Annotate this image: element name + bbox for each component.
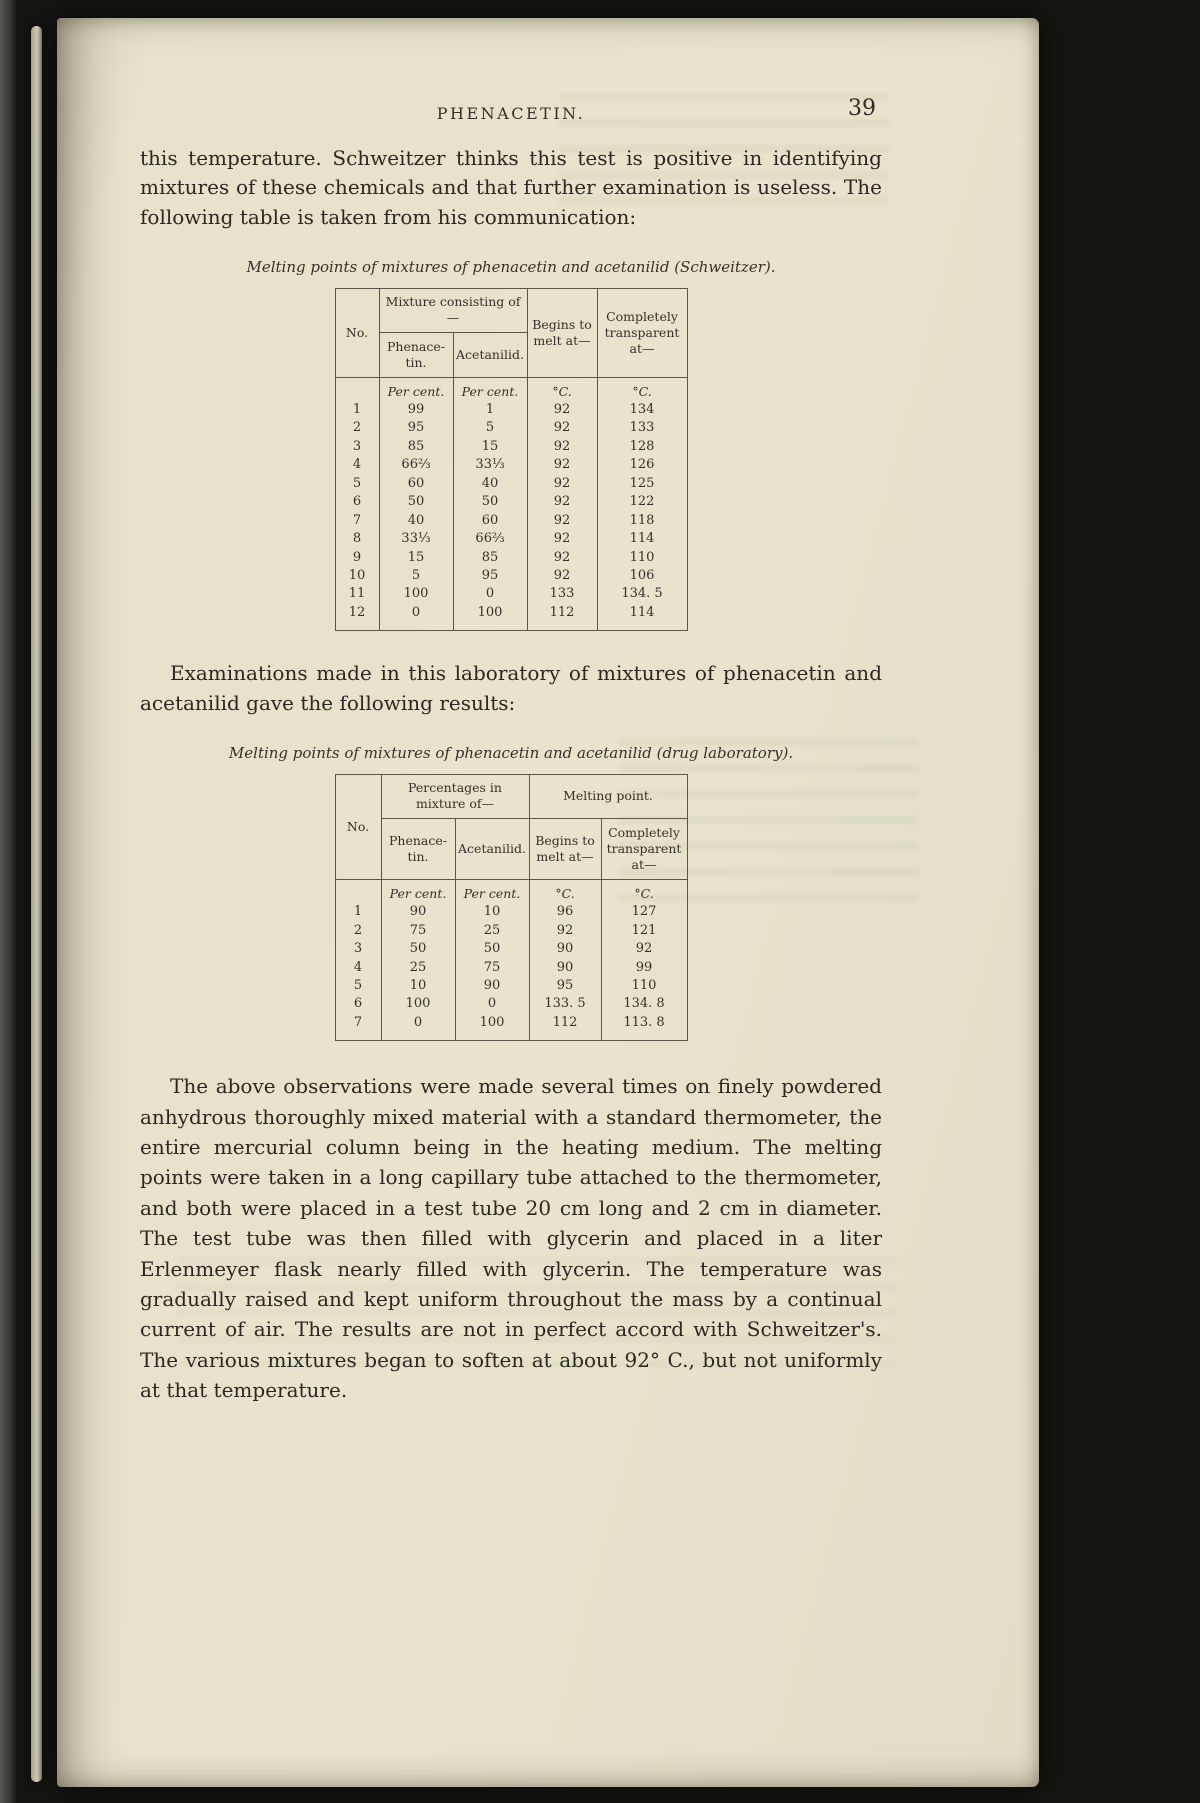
table-cell: 50 — [379, 493, 453, 511]
table-row — [335, 922, 687, 940]
table-cell: 99 — [379, 401, 453, 419]
table-cell: 75 — [381, 922, 455, 940]
table-cell: Per cent. — [379, 378, 453, 401]
table-cell: 92 — [527, 512, 597, 530]
table-cell: 92 — [527, 493, 597, 511]
table-cell: 110 — [601, 977, 687, 995]
table-cell: °C. — [597, 378, 687, 401]
table-cell: 1 — [453, 401, 527, 419]
page-number: 39 — [848, 96, 876, 121]
table-cell: 118 — [597, 512, 687, 530]
table-row — [335, 903, 687, 921]
column-header-no: No. — [335, 775, 381, 880]
table-cell: 9 — [335, 549, 379, 567]
book-cover-edge — [0, 0, 16, 1803]
table-cell: 50 — [453, 493, 527, 511]
table-cell: 66⅔ — [453, 530, 527, 548]
table-cell: 90 — [529, 940, 601, 958]
table-row — [335, 1014, 687, 1041]
document-page — [57, 18, 1039, 1787]
table-cell: 5 — [335, 475, 379, 493]
underlying-page-edge — [31, 26, 42, 1782]
column-header-phenacetin: Phenacetin. — [379, 332, 453, 378]
schweitzer-table-body — [335, 401, 687, 631]
column-header-completely-transparent: Completely transparent at— — [597, 289, 687, 378]
table-cell: 90 — [455, 977, 529, 995]
table-cell: 33⅓ — [453, 456, 527, 474]
table-row — [335, 585, 687, 603]
table-cell: 75 — [455, 959, 529, 977]
running-head: PHENACETIN. — [436, 104, 586, 123]
table-cell: 25 — [455, 922, 529, 940]
table-cell: 100 — [381, 995, 455, 1013]
table-row — [335, 977, 687, 995]
units-row — [335, 378, 687, 401]
table-cell: 134. 5 — [597, 585, 687, 603]
table-cell: 125 — [597, 475, 687, 493]
table-cell — [335, 378, 379, 401]
table-cell: 1 — [335, 903, 381, 921]
table-row — [335, 512, 687, 530]
column-header-phenacetin: Phenacetin. — [381, 818, 455, 880]
table-cell: 92 — [527, 549, 597, 567]
table-cell: 10 — [455, 903, 529, 921]
table-cell: 40 — [379, 512, 453, 530]
table-cell: °C. — [527, 378, 597, 401]
table-row — [335, 475, 687, 493]
table-cell: 6 — [335, 995, 381, 1013]
table-cell: 126 — [597, 456, 687, 474]
table-cell: 133 — [527, 585, 597, 603]
table-cell: 106 — [597, 567, 687, 585]
table-cell: 92 — [527, 438, 597, 456]
laboratory-table — [335, 774, 688, 1041]
table-cell: 90 — [381, 903, 455, 921]
table-cell: Per cent. — [381, 880, 455, 903]
table-row — [335, 438, 687, 456]
table-cell: 2 — [335, 922, 381, 940]
table-cell: 0 — [455, 995, 529, 1013]
table-cell: 96 — [529, 903, 601, 921]
table-cell: 15 — [379, 549, 453, 567]
table-cell: 90 — [529, 959, 601, 977]
table-row — [335, 604, 687, 631]
table-cell: 0 — [453, 585, 527, 603]
column-group-mixture: Mixture consisting of— — [379, 289, 527, 333]
table-cell: 12 — [335, 604, 379, 631]
table-row — [335, 493, 687, 511]
table-cell: 113. 8 — [601, 1014, 687, 1041]
page-content — [140, 96, 882, 1406]
table-cell: 95 — [453, 567, 527, 585]
table-cell: 5 — [335, 977, 381, 995]
table-cell: 40 — [453, 475, 527, 493]
table-cell: 50 — [381, 940, 455, 958]
table-cell: 100 — [453, 604, 527, 631]
column-header-completely-transparent: Completely transparent at— — [601, 818, 687, 880]
column-header-no: No. — [335, 289, 379, 378]
table-cell: 95 — [529, 977, 601, 995]
table-cell: 8 — [335, 530, 379, 548]
table-cell: 4 — [335, 456, 379, 474]
table-cell: Per cent. — [455, 880, 529, 903]
table-cell: 1 — [335, 401, 379, 419]
table-cell: 100 — [379, 585, 453, 603]
table-row — [335, 419, 687, 437]
table-cell: 0 — [381, 1014, 455, 1041]
schweitzer-table-head — [335, 289, 687, 378]
table-row — [335, 940, 687, 958]
column-header-acetanilid: Acetanilid. — [453, 332, 527, 378]
table-cell: 4 — [335, 959, 381, 977]
schweitzer-table-caption: Melting points of mixtures of phenacetin and acetanilid (Schweitzer). — [246, 258, 776, 277]
column-header-acetanilid: Acetanilid. — [455, 818, 529, 880]
column-header-begins-to-melt: Begins to melt at— — [529, 818, 601, 880]
table-cell: 92 — [527, 530, 597, 548]
table-cell: 92 — [527, 567, 597, 585]
table-cell: 92 — [601, 940, 687, 958]
table-cell: 60 — [453, 512, 527, 530]
paragraph-intro: this temperature. Schweitzer thinks this test is positive in identifying mixtures of these chemicals and that further examination is useless. The following table is taken from his communication: — [140, 146, 882, 229]
schweitzer-table — [335, 288, 688, 631]
table-cell: 3 — [335, 940, 381, 958]
paragraph-examinations: Examinations made in this laboratory of mixtures of phenacetin and acetanilid gave the following results: — [140, 661, 882, 715]
table-row — [335, 530, 687, 548]
column-group-melting-point: Melting point. — [529, 775, 687, 819]
table-cell: 133 — [597, 419, 687, 437]
table-row — [335, 995, 687, 1013]
table-cell: 3 — [335, 438, 379, 456]
table-cell: 112 — [529, 1014, 601, 1041]
table-cell: 112 — [527, 604, 597, 631]
column-group-percentages: Percentages in mixture of— — [381, 775, 529, 819]
table-cell: 85 — [453, 549, 527, 567]
table-cell: 92 — [527, 401, 597, 419]
table-cell: 50 — [455, 940, 529, 958]
table-cell: Per cent. — [453, 378, 527, 401]
table-cell: 114 — [597, 604, 687, 631]
table-cell: 92 — [527, 419, 597, 437]
table-cell: 114 — [597, 530, 687, 548]
table-cell — [335, 880, 381, 903]
table-cell: 6 — [335, 493, 379, 511]
table-cell: 10 — [381, 977, 455, 995]
table-cell: 100 — [455, 1014, 529, 1041]
table-cell: 7 — [335, 1014, 381, 1041]
table-cell: 85 — [379, 438, 453, 456]
table-row — [335, 567, 687, 585]
laboratory-table-caption: Melting points of mixtures of phenacetin and acetanilid (drug laboratory). — [228, 744, 794, 763]
table-cell: 33⅓ — [379, 530, 453, 548]
laboratory-table-head — [335, 775, 687, 880]
table-cell: 7 — [335, 512, 379, 530]
laboratory-table-body — [335, 903, 687, 1041]
table-cell: 15 — [453, 438, 527, 456]
table-cell: 134 — [597, 401, 687, 419]
table-cell: 99 — [601, 959, 687, 977]
table-cell: °C. — [601, 880, 687, 903]
table-cell: 92 — [529, 922, 601, 940]
table-cell: 2 — [335, 419, 379, 437]
table-cell: 0 — [379, 604, 453, 631]
table-cell: 95 — [379, 419, 453, 437]
table-cell: 10 — [335, 567, 379, 585]
table-cell: 92 — [527, 456, 597, 474]
table-cell: 92 — [527, 475, 597, 493]
table-row — [335, 456, 687, 474]
table-cell: 121 — [601, 922, 687, 940]
table-cell: 133. 5 — [529, 995, 601, 1013]
paragraph-observations: The above observations were made several times on finely powdered anhydrous thoroughly mixed material with a standard thermometer, the entire mercurial column being in the heating medium. The melting points were taken in a long capillary tube attached to the thermometer, and both were placed in a test tube 20 cm long and 2 cm in diameter. The test tube was then filled with glycerin and placed in a liter Erlenmeyer flask nearly filled with glycerin. The temperature was gradually raised and kept uniform throughout the mass by a continual current of air. The results are not in perfect accord with Schweitzer's. The various mixtures began to soften at about 92° C., but not uniformly at that temperature. — [140, 1074, 882, 1403]
table-cell: 5 — [453, 419, 527, 437]
page-header — [140, 96, 882, 132]
table-cell: 5 — [379, 567, 453, 585]
column-header-begins-to-melt: Begins to melt at— — [527, 289, 597, 378]
table-cell: 11 — [335, 585, 379, 603]
table-row — [335, 549, 687, 567]
units-row — [335, 880, 687, 903]
table-cell: 122 — [597, 493, 687, 511]
table-row — [335, 401, 687, 419]
table-row — [335, 959, 687, 977]
table-cell: 127 — [601, 903, 687, 921]
table-cell: °C. — [529, 880, 601, 903]
table-cell: 66⅔ — [379, 456, 453, 474]
table-cell: 134. 8 — [601, 995, 687, 1013]
table-cell: 128 — [597, 438, 687, 456]
table-cell: 25 — [381, 959, 455, 977]
table-cell: 110 — [597, 549, 687, 567]
table-cell: 60 — [379, 475, 453, 493]
